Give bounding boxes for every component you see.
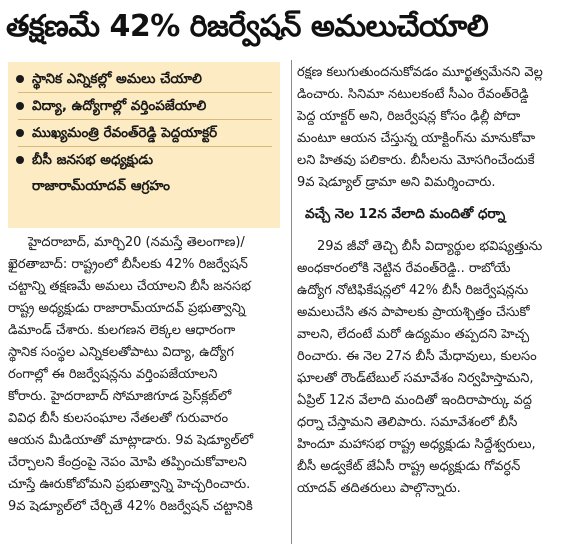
- body-line: ఏప్రిల్ 12న వేలాది మందితో ఇందిరాపార్కు వద్ద: [297, 393, 532, 408]
- body-line: పెద్ద యాక్టర్ అని, రిజర్వేషన్ల కోసం ఢిల్లీ పోదా: [297, 109, 521, 124]
- body-line: మంటూ ఆయన చేస్తున్న యాక్టింగ్‌ను మానుకోవా: [297, 131, 536, 146]
- bullet-icon: [16, 75, 24, 83]
- body-line: అంధకారంలోకి నెట్టిన రేవంత్‌రెడ్డి.. రాబోయే: [297, 261, 511, 276]
- bullet-icon: [16, 102, 24, 110]
- body-line: డించారు. సినిమా నటులకంటే సీఎం రేవంత్‌రెడ్డి: [297, 87, 529, 102]
- article-body-right-2: [297, 236, 580, 500]
- body-line: స్థానిక సంస్థల ఎన్నికలతోపాటు విద్యా, ఉద్యోగ: [8, 345, 234, 360]
- body-line: రాష్ట్ర అధ్యక్షుడు రాజారామ్‌యాదవ్ ప్రభుత్వాన్ని: [8, 301, 246, 316]
- highlight-item: స్థానిక ఎన్నికల్లో అమలు చేయాలి: [16, 66, 274, 92]
- article-body-left: [8, 232, 288, 518]
- article-headline: తక్షణమే 42% రిజర్వేషన్ అమలుచేయాలి: [6, 9, 489, 44]
- body-line: ఉద్యోగ నోటిఫికేషన్లలో 42% బీసీ రిజర్వేషన్లను: [297, 283, 529, 298]
- right-column: [297, 62, 580, 546]
- body-line: చట్టాన్ని తక్షణమే అమలు చేయాలని బీసీ జనసభ: [8, 279, 251, 294]
- highlight-item: ముఖ్యమంత్రి రేవంత్‌రెడ్డి పెద్దయాక్టర్: [16, 120, 274, 146]
- body-line: చేర్చాలని కేంద్రంపై నెపం మోపి తప్పించుకోవాలని: [8, 455, 247, 470]
- body-line: ధర్నా చేస్తామని తెలిపారు. సమావేశంలో బీసీ: [297, 415, 518, 430]
- body-line: రంగాల్లో ఈ రిజర్వేషన్లను వర్తింపజేయాలని: [8, 367, 218, 382]
- highlight-item-continuation: రాజారామ్‌యాదవ్ ఆగ్రహం: [32, 178, 171, 194]
- highlight-item: బీసీ జనసభ అధ్యక్షుడు: [16, 147, 274, 173]
- article-body-right-1: [297, 62, 580, 194]
- body-line: లని హితవు పలికారు. బీసీలను మోసగించేందుకే: [297, 153, 535, 168]
- body-line: వాలని, లేదంటే మరో ఉద్యమం తప్పదని హెచ్చ: [297, 327, 530, 342]
- body-line: బీసీ అడ్వకేట్ జేఏసీ రాష్ట్ర అధ్యక్షుడు గోవర్ధన్: [297, 459, 521, 474]
- body-line: హైదరాబాద్, మార్చి20 (నమస్తే తెలంగాణ)/: [28, 235, 245, 250]
- body-line: యాదవ్ తదితరులు పాల్గొన్నారు.: [297, 481, 461, 496]
- body-line: రక్షణ కలుగుతుందనుకోవడం మూర్ఖత్వమేనని వెల్ల: [297, 65, 543, 80]
- body-line: డిమాండ్ చేశారు. కులగణన లెక్కల ఆధారంగా: [8, 323, 236, 338]
- body-line: కోరారు. హైదరాబాద్ సోమాజిగూడ ప్రెస్‌క్లబ్‌లో: [8, 389, 232, 404]
- body-line: అమలుచేసి తన పాపాలకు ప్రాయశ్చిత్తం చేసుకో: [297, 305, 530, 320]
- body-line: వివిధ బీసీ కులసంఘాల నేతలతో గురువారం: [8, 411, 229, 426]
- body-line: ఘాలతో రౌండ్‌టేబుల్ సమావేశం నిర్వహిస్తామని,: [297, 371, 534, 386]
- body-line: చూస్తే ఊరుకోబోమని ప్రభుత్వాన్ని హెచ్చరించారు.: [8, 477, 251, 492]
- body-line: ఆయన మీడియాతో మాట్లాడారు. 9వ షెడ్యూల్‌లో: [8, 433, 254, 448]
- left-column: [8, 62, 288, 546]
- highlights-box: [8, 62, 280, 228]
- highlight-item: విద్యా, ఉద్యోగాల్లో వర్తింపజేయాలి: [16, 93, 274, 119]
- subheading: వచ్చే నెల 12న వేలాది మందితో ధర్నా: [305, 206, 506, 222]
- body-line: 9వ షెడ్యూల్‌లో చేర్చితే 42% రిజర్వేషన్ చట్టానికి: [8, 499, 253, 514]
- body-line: ఖైరతాబాద్: రాష్ట్రంలో బీసీలకు 42% రిజర్వేషన్: [8, 257, 248, 272]
- body-line: 9వ షెడ్యూల్ డ్రామా అని విమర్శించారు.: [297, 175, 496, 190]
- bullet-icon: [16, 156, 24, 164]
- column-divider: [291, 60, 292, 544]
- body-line: హిందూ మహాసభ రాష్ట్ర అధ్యక్షుడు సిద్దేశ్వరులు,: [297, 437, 536, 452]
- body-line: 29వ జీవో తెచ్చి బీసీ విద్యార్థుల భవిష్యత్తును: [317, 239, 543, 254]
- body-line: రించారు. ఈ నెల 27న బీసీ మేధావులు, కులసం: [297, 349, 537, 364]
- bullet-icon: [16, 129, 24, 137]
